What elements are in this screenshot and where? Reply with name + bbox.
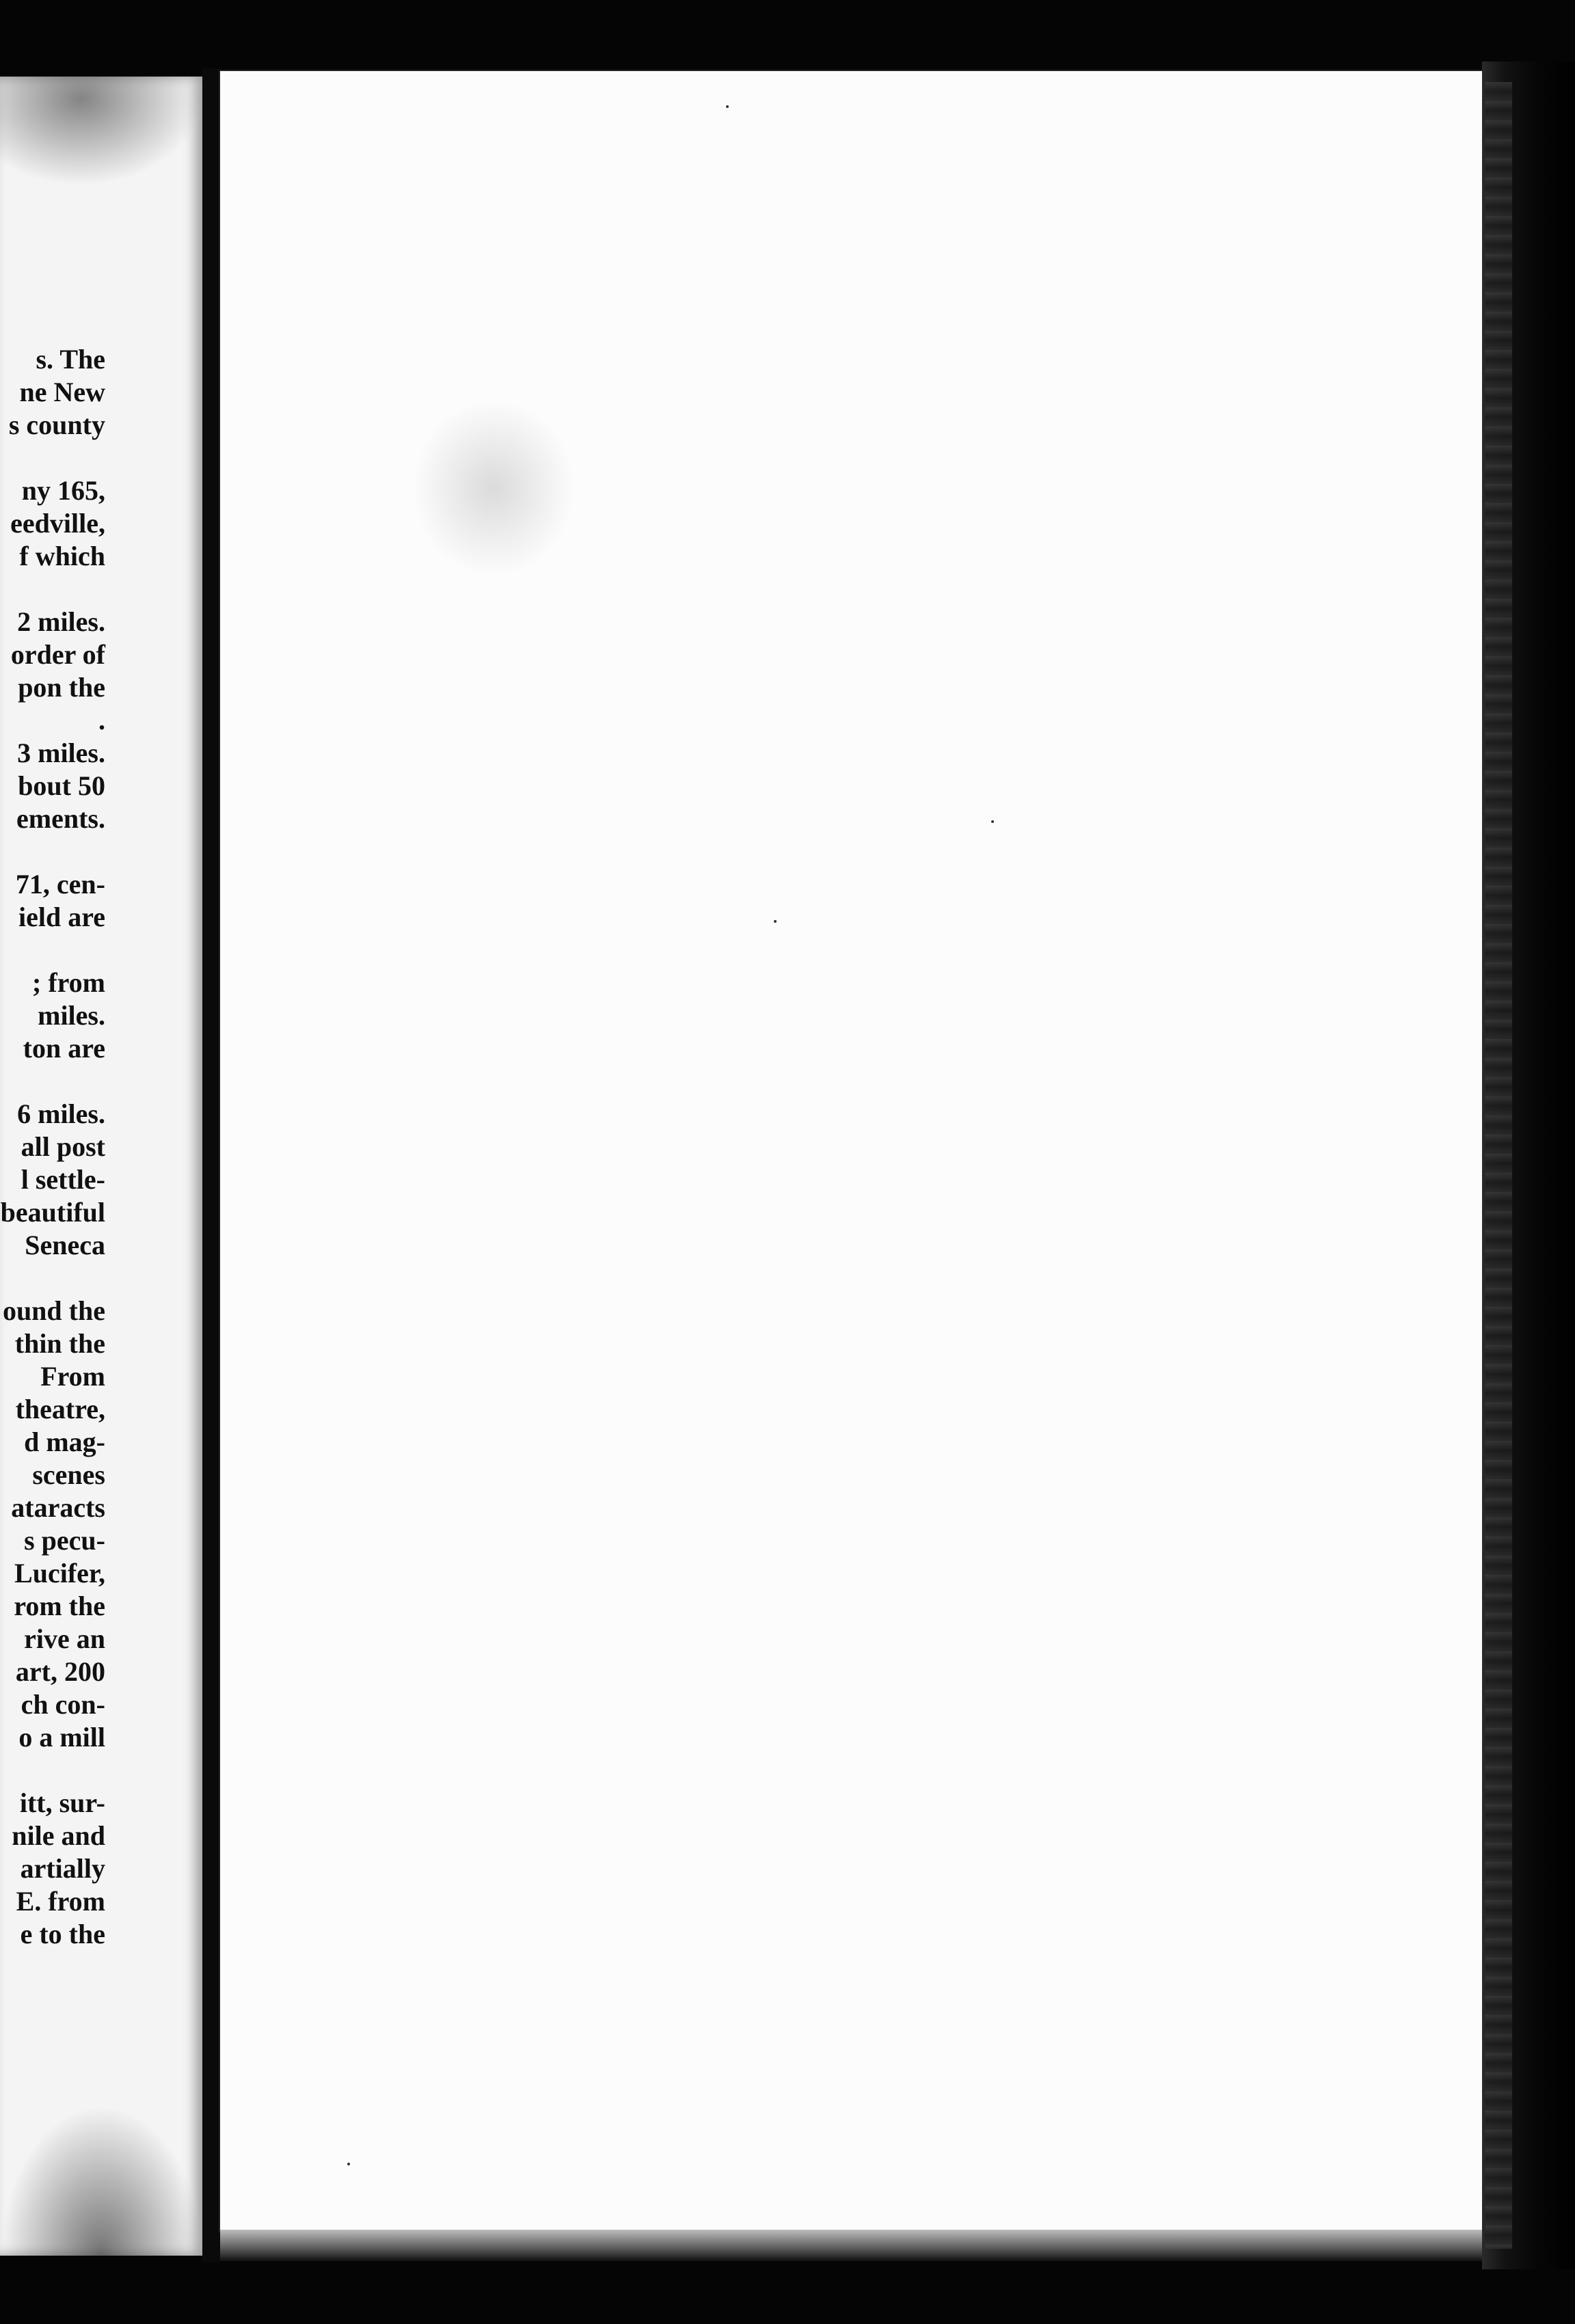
left-page-text-line: miles.: [38, 1000, 105, 1031]
left-page-text-line: 6 miles.: [17, 1098, 105, 1129]
left-page-text-line: itt, sur-: [19, 1787, 105, 1818]
left-page-fragment: [0, 77, 202, 2256]
page-bottom-edge: [220, 2230, 1482, 2261]
left-page-text-line: Seneca: [25, 1230, 105, 1260]
left-page-text-line: ataracts: [11, 1492, 105, 1523]
paper-speck: [347, 2163, 350, 2165]
book-gutter: [202, 68, 220, 2262]
left-page-text-line: 2 miles.: [17, 606, 105, 637]
left-page-text-line: f which: [19, 541, 105, 571]
left-page-text-line: ements.: [16, 803, 105, 834]
left-page-text-line: ; from: [32, 967, 105, 998]
left-page-text-line: E. from: [16, 1886, 105, 1917]
left-page-text-line: o a mill: [18, 1722, 105, 1753]
left-page-text-line: ch con-: [21, 1689, 105, 1720]
page-smudge: [0, 77, 202, 186]
left-page-text-line: eedville,: [10, 508, 105, 539]
left-page-text-line: s county: [8, 409, 105, 440]
left-page-text-line: scenes: [32, 1459, 105, 1490]
left-page-text-line: art, 200: [15, 1656, 105, 1687]
paper-stain: [412, 399, 576, 577]
left-page-text-line: pon the: [18, 672, 105, 703]
left-page-text-line: .: [98, 705, 105, 735]
left-page-text-line: nile and: [12, 1820, 105, 1851]
paper-speck: [726, 105, 729, 108]
paper-speck: [991, 820, 994, 823]
left-page-text-line: s pecu-: [24, 1525, 105, 1556]
left-page-text-line: 71, cen-: [15, 869, 105, 900]
left-page-text-line: ound the: [2, 1295, 105, 1326]
left-page-text-line: thin the: [14, 1328, 105, 1359]
page-stack-edge: [1485, 82, 1512, 2249]
left-page-text-line: l settle-: [21, 1164, 105, 1195]
left-page-text-line: artially: [20, 1853, 105, 1884]
left-page-text-line: s. The: [36, 344, 105, 375]
left-page-text-line: bout 50: [18, 770, 105, 801]
left-page-text-line: rom the: [14, 1591, 105, 1621]
left-page-text-line: beautiful: [0, 1197, 105, 1228]
left-page-text-line: d mag-: [24, 1427, 105, 1457]
left-page-text-line: From: [40, 1361, 105, 1392]
left-page-text-line: ield are: [18, 902, 105, 932]
left-page-text-line: ton are: [23, 1033, 105, 1064]
left-page-text-line: order of: [10, 639, 105, 670]
left-page-text-line: theatre,: [15, 1394, 105, 1424]
paper-speck: [774, 920, 777, 923]
left-page-text-line: rive an: [24, 1623, 105, 1654]
blank-page: [220, 71, 1482, 2231]
left-page-text-line: Lucifer,: [14, 1558, 105, 1589]
left-page-text-line: all post: [21, 1131, 105, 1162]
page-smudge: [0, 2105, 202, 2256]
left-page-text-line: ne New: [19, 377, 105, 407]
left-page-text-line: e to the: [20, 1919, 105, 1949]
left-page-text-line: 3 miles.: [17, 738, 105, 768]
left-page-text-line: ny 165,: [21, 475, 105, 506]
